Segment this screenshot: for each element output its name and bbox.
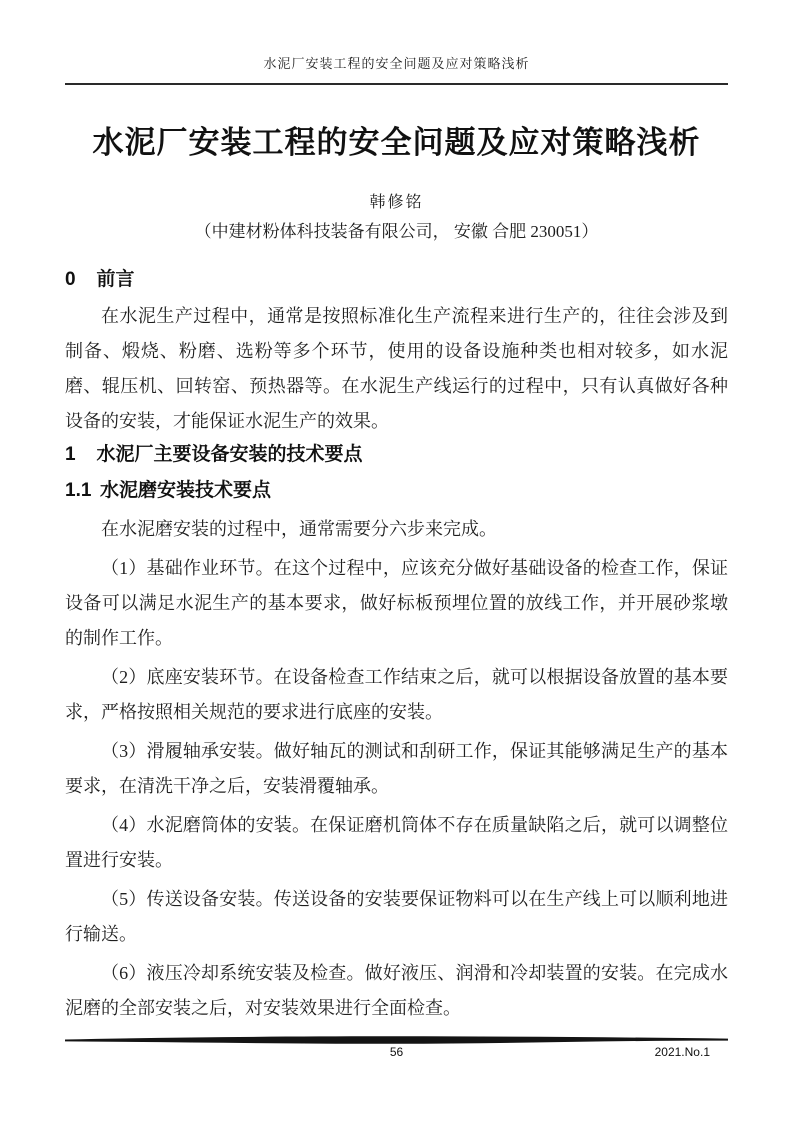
running-header-title: 水泥厂安装工程的安全问题及应对策略浅析 (263, 56, 530, 71)
subsection-heading-1-1 (65, 478, 728, 504)
subsection-number: 1.1 (65, 480, 92, 501)
issue-label: 2021.No.1 (654, 1045, 710, 1059)
paragraph-step-5: （5）传送设备安装。传送设备的安装要保证物料可以在生产线上可以顺利地进行输送。 (65, 889, 728, 944)
page-footer (65, 1036, 728, 1059)
footer-rule-divider (65, 1036, 728, 1044)
article-body (65, 267, 728, 1026)
running-header (0, 0, 793, 71)
article-title: 水泥厂安装工程的安全问题及应对策略浅析 (92, 125, 701, 160)
section-number: 0 (65, 269, 76, 290)
paragraph: 在水泥生产过程中，通常是按照标准化生产流程来进行生产的，往往会涉及到制备、煅烧、粉磨、选粉等多个环节，使用的设备设施种类也相对较多，如水泥磨、辊压机、回转窑、预热器等。在水泥生产线运行的过程中，只有认真做好各种设备的安装，才能保证水泥生产的效果。 (65, 306, 728, 431)
subsection-title: 水泥磨安装技术要点 (99, 480, 271, 501)
section-heading-1 (65, 442, 728, 468)
paragraph-step-2: （2）底座安装环节。在设备检查工作结束之后，就可以根据设备放置的基本要求，严格按照相关规范的要求进行底座的安装。 (65, 667, 728, 722)
header-rule-divider (65, 83, 728, 85)
paragraph-step-1: （1）基础作业环节。在这个过程中，应该充分做好基础设备的检查工作，保证设备可以满足水泥生产的基本要求，做好标板预埋位置的放线工作，并开展砂浆墩的制作工作。 (65, 558, 728, 648)
article-affiliation: （中建材粉体科技装备有限公司， 安徽 合肥 230051） (194, 222, 599, 241)
footer-text-row (65, 1045, 728, 1059)
paragraph-step-6: （6）液压冷却系统安装及检查。做好液压、润滑和冷却装置的安装。在完成水泥磨的全部安装之后，对安装效果进行全面检查。 (65, 963, 728, 1018)
section-heading-0 (65, 267, 728, 293)
section-number: 1 (65, 444, 76, 465)
paragraph: 在水泥磨安装的过程中，通常需要分六步来完成。 (101, 519, 497, 539)
article-author: 韩修铭 (369, 194, 424, 211)
paragraph-step-3: （3）滑履轴承安装。做好轴瓦的测试和刮研工作，保证其能够满足生产的基本要求，在清洗干净之后，安装滑覆轴承。 (65, 741, 728, 796)
section-title: 前言 (96, 269, 135, 290)
section-title: 水泥厂主要设备安装的技术要点 (96, 444, 363, 465)
paragraph-step-4: （4）水泥磨筒体的安装。在保证磨机筒体不存在质量缺陷之后，就可以调整位置进行安装。 (65, 815, 728, 870)
page-number: 56 (389, 1045, 404, 1059)
